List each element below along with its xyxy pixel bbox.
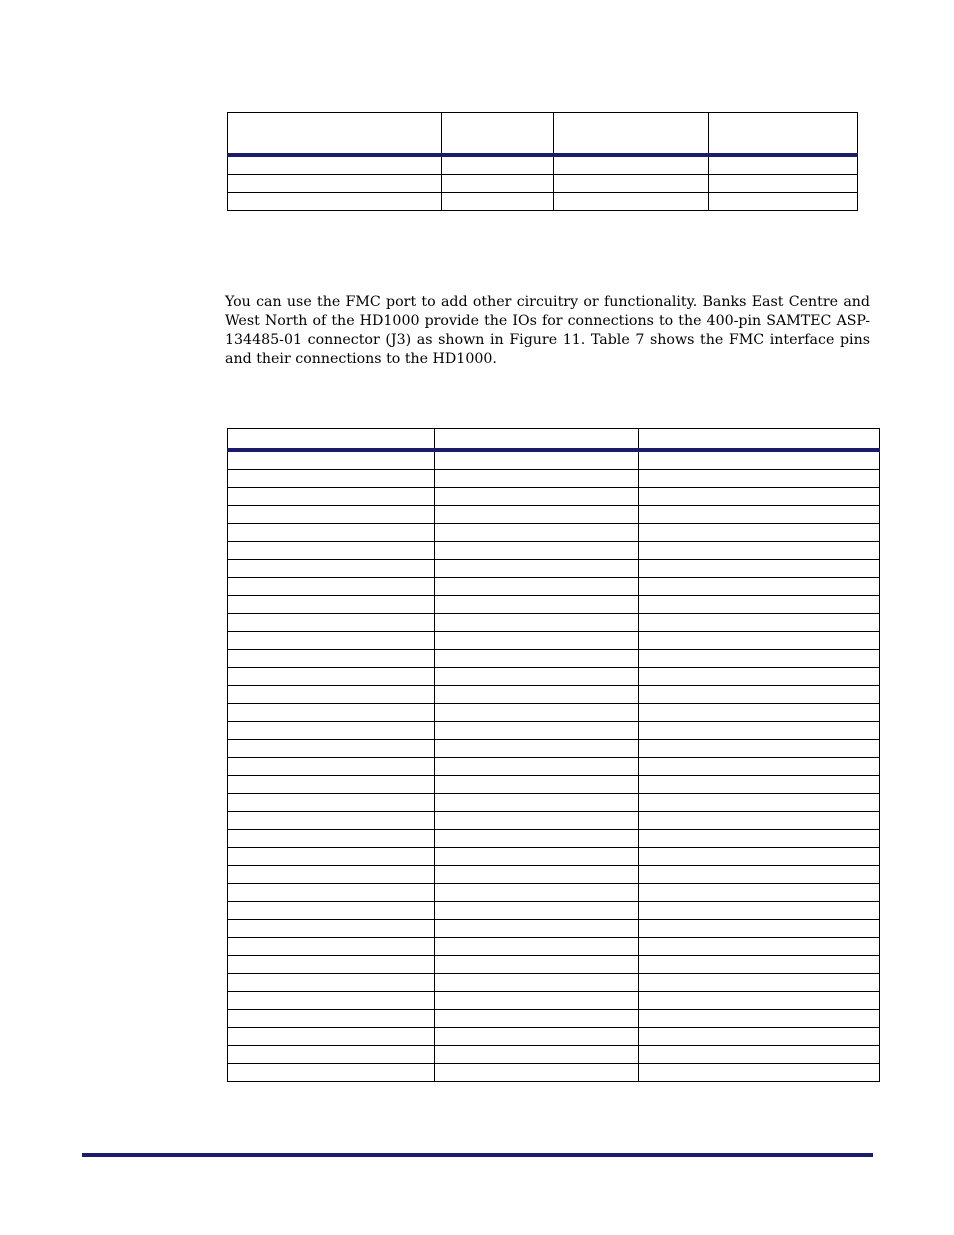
table-cell (228, 740, 435, 758)
table-cell (228, 686, 435, 704)
table-cell (639, 884, 880, 902)
table-header-row (228, 429, 880, 451)
table-cell (228, 866, 435, 884)
table-cell (228, 542, 435, 560)
table-cell (442, 113, 554, 156)
table-cell (639, 704, 880, 722)
table-cell (228, 1028, 435, 1046)
table-cell (435, 704, 639, 722)
table-cell (228, 794, 435, 812)
table-cell (639, 1064, 880, 1082)
table-cell (228, 722, 435, 740)
table-cell (435, 429, 639, 451)
table-cell (554, 155, 709, 175)
table-cell (639, 1028, 880, 1046)
table-cell (228, 632, 435, 650)
table-cell (639, 542, 880, 560)
table-row (228, 578, 880, 596)
table-cell (228, 488, 435, 506)
table-cell (639, 578, 880, 596)
table-cell (228, 524, 435, 542)
table-cell (639, 974, 880, 992)
table-cell (435, 920, 639, 938)
table-cell (639, 1046, 880, 1064)
table-cell (435, 776, 639, 794)
table-row (228, 920, 880, 938)
table-cell (639, 560, 880, 578)
table-cell (442, 155, 554, 175)
table-cell (709, 113, 858, 156)
pin-table-body (228, 429, 880, 1082)
table-cell (228, 506, 435, 524)
table-cell (435, 668, 639, 686)
table-cell (639, 614, 880, 632)
table-row (228, 830, 880, 848)
table-cell (228, 1010, 435, 1028)
table-row (228, 740, 880, 758)
table-cell (228, 884, 435, 902)
table-cell (435, 542, 639, 560)
fmc-pin-table (227, 428, 880, 1082)
table-cell (228, 1046, 435, 1064)
table-row (228, 560, 880, 578)
table-cell (228, 938, 435, 956)
table-cell (639, 740, 880, 758)
table-cell (228, 758, 435, 776)
table-cell (709, 193, 858, 211)
footer-rule (82, 1153, 873, 1157)
table-cell (435, 1046, 639, 1064)
table-cell (435, 1010, 639, 1028)
table-row (228, 686, 880, 704)
table-row (228, 722, 880, 740)
table-cell (435, 470, 639, 488)
table-cell (639, 830, 880, 848)
table-cell (554, 113, 709, 156)
table-row (228, 812, 880, 830)
table-row (228, 175, 858, 193)
table-cell (435, 488, 639, 506)
top-table (227, 112, 858, 211)
table-cell (435, 578, 639, 596)
table-row (228, 668, 880, 686)
table-row (228, 524, 880, 542)
table-row (228, 1010, 880, 1028)
table-row (228, 866, 880, 884)
table-cell (639, 902, 880, 920)
table-cell (639, 848, 880, 866)
table-cell (435, 938, 639, 956)
table-row (228, 650, 880, 668)
table-cell (639, 506, 880, 524)
table-cell (435, 992, 639, 1010)
table-row (228, 776, 880, 794)
table-cell (435, 812, 639, 830)
table-cell (639, 429, 880, 451)
table-cell (435, 830, 639, 848)
table-cell (228, 1064, 435, 1082)
fmc-description-paragraph: You can use the FMC port to add other circuitry or functionality. Banks East Centre and West North of the HD1000 provide the IOs for connections to the 400-pin SAMTEC ASP-134485-01 connector (J3) as shown in Figure 11. Table 7 shows the FMC interface pins and their connections to the HD1000. (225, 294, 870, 367)
table-cell (639, 758, 880, 776)
table-cell (554, 193, 709, 211)
table-cell (639, 722, 880, 740)
table-cell (435, 956, 639, 974)
table-cell (639, 632, 880, 650)
table-row (228, 992, 880, 1010)
table-row (228, 938, 880, 956)
table-cell (435, 1028, 639, 1046)
table-row (228, 1064, 880, 1082)
table-cell (709, 175, 858, 193)
table-cell (639, 686, 880, 704)
table-row (228, 542, 880, 560)
table-cell (639, 920, 880, 938)
table-cell (639, 1010, 880, 1028)
table-cell (435, 902, 639, 920)
table-row (228, 902, 880, 920)
table-cell (228, 974, 435, 992)
table-row (228, 974, 880, 992)
table-cell (639, 812, 880, 830)
table-cell (639, 450, 880, 470)
table-cell (228, 560, 435, 578)
table-cell (435, 650, 639, 668)
table-cell (228, 920, 435, 938)
table-row (228, 193, 858, 211)
table-cell (228, 830, 435, 848)
table-cell (442, 193, 554, 211)
table-row (228, 470, 880, 488)
table-row (228, 596, 880, 614)
table-row (228, 632, 880, 650)
table-cell (435, 524, 639, 542)
table-cell (228, 596, 435, 614)
table-row (228, 450, 880, 470)
table-cell (639, 596, 880, 614)
table-row (228, 155, 858, 175)
table-cell (442, 175, 554, 193)
table-cell (709, 155, 858, 175)
table-cell (639, 794, 880, 812)
table-cell (228, 450, 435, 470)
table-cell (228, 812, 435, 830)
table-cell (228, 668, 435, 686)
table-cell (639, 866, 880, 884)
table-cell (435, 614, 639, 632)
table-row (228, 758, 880, 776)
table-row (228, 506, 880, 524)
table-row (228, 794, 880, 812)
table-row (228, 848, 880, 866)
table-cell (435, 740, 639, 758)
table-cell (639, 956, 880, 974)
table-cell (639, 524, 880, 542)
table-cell (435, 1064, 639, 1082)
table-cell (435, 450, 639, 470)
table-row (228, 614, 880, 632)
table-cell (639, 488, 880, 506)
table-cell (639, 650, 880, 668)
table-cell (228, 155, 442, 175)
table-cell (639, 668, 880, 686)
table-cell (435, 560, 639, 578)
table-cell (228, 113, 442, 156)
table-row (228, 1028, 880, 1046)
table-cell (435, 884, 639, 902)
table-cell (228, 175, 442, 193)
table-cell (228, 470, 435, 488)
table-cell (228, 429, 435, 451)
table-cell (228, 776, 435, 794)
table-row (228, 488, 880, 506)
table-cell (435, 974, 639, 992)
table-cell (435, 632, 639, 650)
table-cell (435, 758, 639, 776)
table-cell (639, 938, 880, 956)
table-cell (435, 722, 639, 740)
table-cell (228, 578, 435, 596)
table-cell (228, 902, 435, 920)
table-row (228, 884, 880, 902)
table-cell (228, 614, 435, 632)
table-row (228, 704, 880, 722)
table-cell (228, 956, 435, 974)
table-cell (228, 704, 435, 722)
table-row (228, 956, 880, 974)
table-cell (435, 848, 639, 866)
table-cell (639, 776, 880, 794)
table-cell (554, 175, 709, 193)
table-cell (435, 794, 639, 812)
table-cell (639, 992, 880, 1010)
table-cell (435, 596, 639, 614)
table-cell (639, 470, 880, 488)
table-header-row (228, 113, 858, 156)
table-row (228, 1046, 880, 1064)
table-cell (228, 848, 435, 866)
table-cell (228, 193, 442, 211)
table-cell (435, 506, 639, 524)
table-cell (435, 686, 639, 704)
table-cell (228, 992, 435, 1010)
table-cell (435, 866, 639, 884)
table-cell (228, 650, 435, 668)
